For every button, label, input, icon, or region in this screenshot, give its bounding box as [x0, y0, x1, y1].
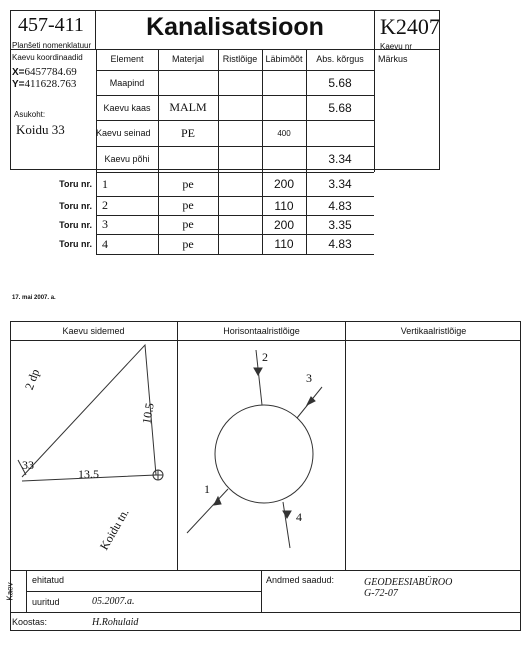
pipe-diam: 110 — [274, 198, 294, 213]
table-header-cell: Märkus — [378, 54, 408, 64]
pipe-3-number: 3 — [306, 371, 312, 385]
pipe-diam: 110 — [274, 237, 294, 251]
note-street: Koidu tn. — [96, 506, 132, 553]
measured-label: uuritud — [32, 597, 60, 607]
pipe-abs: 4.83 — [328, 198, 352, 213]
source-value: GEODEESIABÜROO — [364, 577, 453, 588]
page-title: Kanalisatsioon — [146, 13, 324, 41]
source-label: Andmed saadud: — [266, 575, 335, 585]
well-number-label: Kaevu nr — [380, 42, 413, 51]
table-material-cell: PE — [180, 125, 195, 140]
nomenclature-label: Planšeti nomenklatuur — [12, 41, 92, 50]
y-label: Y= — [12, 79, 25, 90]
table-diam-cell: 400 — [277, 128, 291, 138]
built-label: ehitatud — [32, 575, 65, 585]
table-element-cell: Kaevu kaas — [103, 102, 151, 113]
footer-side-label: Kaev — [5, 582, 15, 601]
footer-row-divider — [27, 591, 261, 592]
pipe-abs: 3.34 — [328, 177, 352, 191]
nomenclature-value: 457-411 — [18, 14, 84, 36]
x-value: 6457784.69 — [24, 66, 77, 78]
pipe-number: 3 — [102, 217, 108, 231]
panel-title-horizontal: Horisontaalristlõige — [223, 326, 300, 336]
pipe-diam: 200 — [273, 177, 295, 191]
triangle-sketch — [22, 345, 156, 481]
pipe-label: Toru nr. — [59, 239, 92, 249]
pipe-number: 4 — [102, 236, 108, 251]
pipe-material: pe — [182, 236, 194, 251]
pipe-label: Toru nr. — [59, 219, 92, 230]
pipe-material: pe — [182, 176, 194, 191]
pipe-number: 1 — [102, 176, 108, 191]
pipe-material: pe — [182, 217, 194, 231]
footer-bottom-divider — [10, 612, 521, 613]
pipe-material: pe — [182, 198, 194, 212]
table-element-cell: Kaevu seinad — [96, 128, 151, 138]
table-material-cell: MALM — [169, 100, 207, 114]
table-header-cell: Materjal — [171, 54, 204, 64]
measured-value: 05.2007.a. — [92, 596, 135, 607]
y-value: 411628.763 — [24, 78, 77, 90]
composer-value: H.Rohulaid — [92, 617, 139, 628]
table-element-cell: Maapind — [109, 77, 145, 88]
table-header-cell: Element — [110, 54, 144, 64]
note-2dp: 2 dp — [21, 367, 43, 392]
table-element-cell: Kaevu põhi — [104, 154, 150, 164]
source-code: G-72-07 — [364, 588, 398, 599]
note-10-5: 10.5 — [139, 401, 157, 425]
pipe-label: Toru nr. — [59, 200, 92, 211]
table-abs-cell: 5.68 — [328, 100, 352, 115]
table-abs-cell: 3.34 — [328, 152, 352, 166]
panel-title-vertical: Vertikaalristlõige — [400, 326, 467, 336]
pipe-diam: 200 — [273, 217, 295, 232]
manhole-circle — [215, 405, 313, 503]
pipe-label: Toru nr. — [59, 179, 92, 189]
location-label: Asukoht: — [14, 110, 46, 119]
panel-title-connections: Kaevu sidemed — [62, 326, 125, 336]
table-header-cell: Abs. kõrgus — [316, 54, 364, 64]
pipe-4-line — [283, 502, 290, 548]
x-label: X= — [12, 67, 25, 78]
location-value: Koidu 33 — [16, 122, 65, 137]
pipe-number: 2 — [102, 198, 108, 212]
note-33: 33 — [22, 458, 34, 472]
coords-label: Kaevu koordinaadid — [12, 53, 83, 62]
composer-label: Koostas: — [12, 617, 48, 627]
table-header-cell: Ristlõige — [222, 54, 258, 64]
table-header-cell: Läbimõõt — [265, 54, 303, 64]
pipe-abs: 3.35 — [328, 217, 352, 232]
well-number: K2407 — [380, 14, 440, 39]
footer-mid-divider — [261, 571, 262, 612]
note-13-5: 13.5 — [78, 467, 99, 481]
pipe-abs: 4.83 — [328, 237, 352, 251]
pipe-4-number: 4 — [296, 510, 302, 524]
table-abs-cell: 5.68 — [328, 75, 352, 90]
date-label: 17. mai 2007. a. — [12, 295, 56, 301]
pipe-1-number: 1 — [204, 482, 210, 496]
pipe-2-number: 2 — [262, 350, 268, 364]
